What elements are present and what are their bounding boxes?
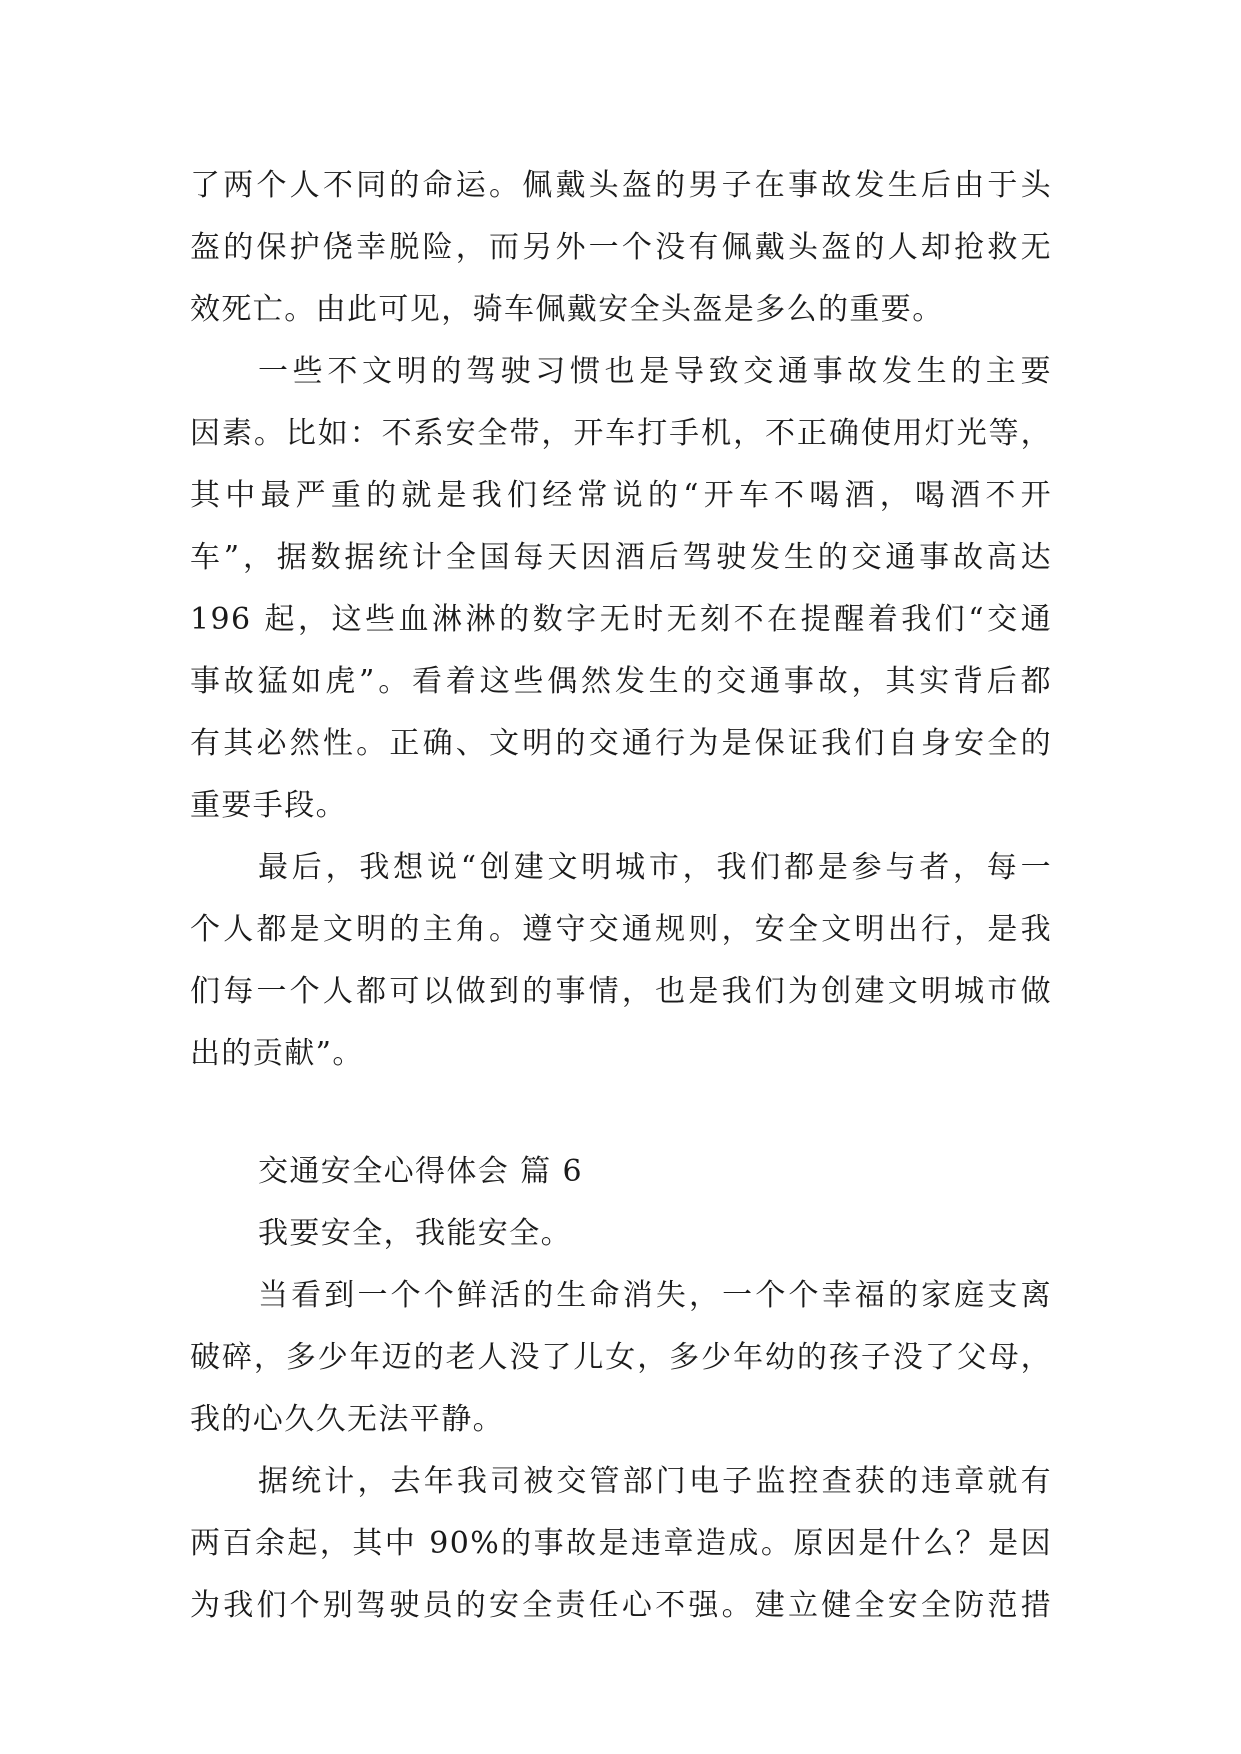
paragraph-first-line: 当看到一个个鲜活的生命消失，一个个幸福的家庭支离 [258,1278,1052,1313]
text-line: 效死亡。由此可见，骑车佩戴安全头盔是多么的重要。 [190,292,944,327]
text-line: 我的心久久无法平静。 [190,1402,504,1437]
paragraph-first-line: 我要安全，我能安全。 [258,1216,572,1251]
text-line: 出的贡献”。 [190,1036,364,1071]
text-line: 为我们个别驾驶员的安全责任心不强。建立健全安全防范措 [190,1588,1052,1623]
text-line: 车”，据数据统计全国每天因酒后驾驶发生的交通事故高达 [190,540,1052,575]
paragraph-first-line: 一些不文明的驾驶习惯也是导致交通事故发生的主要 [258,354,1052,389]
text-line: 事故猛如虎”。看着这些偶然发生的交通事故，其实背后都 [190,664,1052,699]
text-line: 196 起，这些血淋淋的数字无时无刻不在提醒着我们“交通 [190,602,1052,637]
text-line: 有其必然性。正确、文明的交通行为是保证我们自身安全的 [190,726,1052,761]
text-line: 破碎，多少年迈的老人没了儿女，多少年幼的孩子没了父母， [190,1340,1052,1375]
text-line: 个人都是文明的主角。遵守交通规则，安全文明出行，是我 [190,912,1052,947]
paragraph-first-line: 最后，我想说“创建文明城市，我们都是参与者，每一 [258,850,1052,885]
text-line: 们每一个人都可以做到的事情，也是我们为创建文明城市做 [190,974,1052,1009]
text-line: 了两个人不同的命运。佩戴头盔的男子在事故发生后由于头 [190,168,1052,203]
section-heading: 交通安全心得体会 篇 6 [258,1154,583,1189]
text-line: 两百余起，其中 90%的事故是违章造成。原因是什么？是因 [190,1526,1052,1561]
paragraph-first-line: 据统计，去年我司被交管部门电子监控查获的违章就有 [258,1464,1052,1499]
text-line: 重要手段。 [190,788,347,823]
text-line: 因素。比如：不系安全带，开车打手机，不正确使用灯光等， [190,416,1052,451]
text-line: 其中最严重的就是我们经常说的“开车不喝酒，喝酒不开 [190,478,1052,513]
text-line: 盔的保护侥幸脱险，而另外一个没有佩戴头盔的人却抢救无 [190,230,1052,265]
